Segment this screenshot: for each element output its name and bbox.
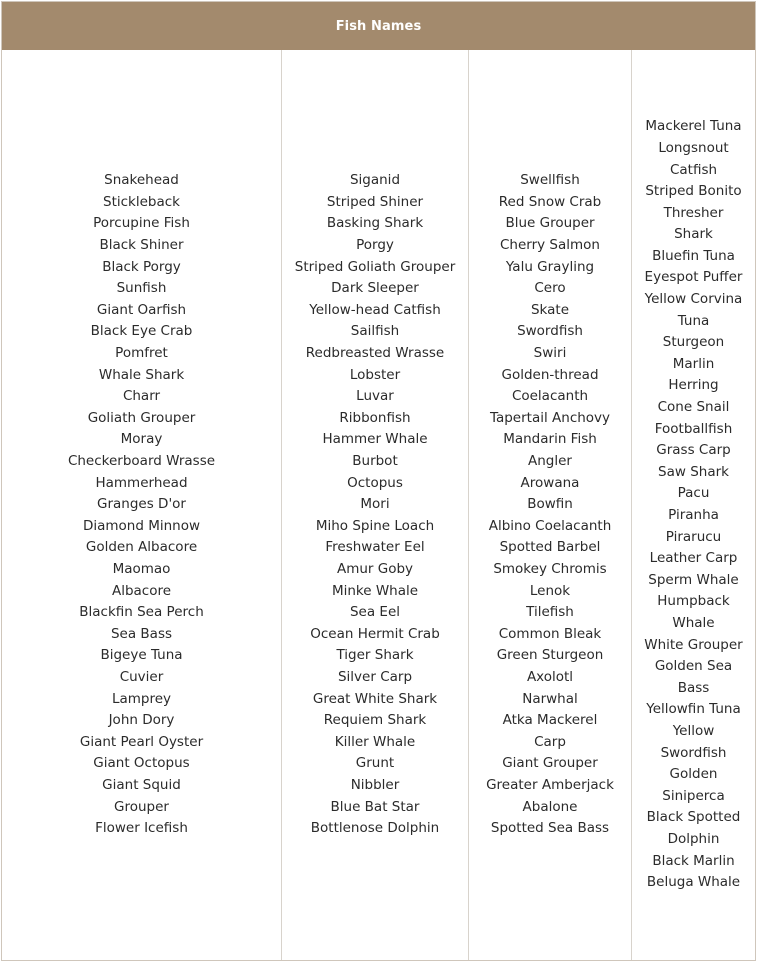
fish-name-item: Cuvier bbox=[119, 668, 164, 685]
fish-list-2 bbox=[295, 170, 456, 839]
fish-name-item: Sea Eel bbox=[349, 604, 401, 621]
fish-name-item: Luvar bbox=[356, 388, 394, 405]
fish-name-item: Bigeye Tuna bbox=[100, 647, 183, 664]
fish-name-item: Burbot bbox=[352, 453, 398, 470]
fish-name-item: Blue Bat Star bbox=[330, 798, 420, 815]
fish-name-item: Requiem Shark bbox=[323, 712, 427, 729]
fish-name-item: Golden Sea Bass bbox=[654, 658, 733, 696]
fish-name-item: Coelacanth bbox=[511, 388, 589, 405]
fish-name-item: Yellow Swordfish bbox=[660, 722, 727, 761]
table-header-title: Fish Names bbox=[335, 18, 422, 34]
fish-name-item: Cero bbox=[534, 280, 566, 297]
fish-name-item: Redbreasted Wrasse bbox=[305, 345, 445, 362]
fish-name-item: Herring bbox=[668, 377, 719, 394]
fish-name-item: Great White Shark bbox=[312, 690, 438, 707]
fish-name-item: Narwhal bbox=[522, 690, 578, 707]
fish-name-item: Sperm Whale bbox=[648, 571, 739, 588]
fish-name-item: Siganid bbox=[349, 172, 401, 189]
fish-name-item: Common Bleak bbox=[498, 625, 602, 642]
fish-name-item: Tiger Shark bbox=[336, 647, 414, 664]
fish-name-item: Porcupine Fish bbox=[93, 215, 190, 232]
fish-list-1 bbox=[68, 170, 215, 839]
fish-name-item: Piranha bbox=[668, 507, 719, 523]
fish-name-item: Hammer Whale bbox=[322, 431, 428, 448]
fish-name-item: Angler bbox=[528, 453, 572, 470]
fish-name-item: Black Porgy bbox=[102, 258, 181, 275]
fish-name-item: Yellowfin Tuna bbox=[646, 701, 741, 718]
fish-names-table bbox=[1, 1, 756, 961]
fish-name-item: Yalu Grayling bbox=[505, 258, 595, 275]
fish-name-item: Tuna bbox=[677, 312, 710, 329]
fish-name-item: Longsnout Catfish bbox=[658, 139, 729, 178]
fish-name-item: Giant Oarfish bbox=[96, 301, 187, 318]
fish-name-item: Pomfret bbox=[115, 345, 168, 362]
fish-name-item: Atka Mackerel bbox=[502, 712, 598, 729]
fish-name-item: Miho Spine Loach bbox=[315, 517, 435, 534]
fish-name-item: Black Eye Crab bbox=[90, 323, 193, 340]
fish-name-item: Bluefin Tuna bbox=[652, 247, 735, 264]
fish-name-item: Charr bbox=[122, 388, 161, 405]
fish-name-item: Eyespot Puffer bbox=[644, 269, 743, 286]
fish-name-item: Black Marlin bbox=[652, 852, 735, 869]
fish-name-item: White Grouper bbox=[644, 636, 743, 653]
fish-name-item: Golden Siniperca bbox=[662, 766, 725, 804]
fish-list-3 bbox=[486, 170, 614, 839]
fish-name-item: Golden Albacore bbox=[85, 539, 198, 556]
fish-name-item: Red Snow Crab bbox=[498, 193, 602, 210]
fish-name-item: Sailfish bbox=[350, 323, 400, 340]
fish-name-item: Sea Bass bbox=[110, 625, 173, 642]
fish-name-item: Mori bbox=[360, 496, 390, 513]
fish-name-item: Lenok bbox=[529, 582, 571, 599]
fish-name-item: Footballfish bbox=[654, 420, 733, 437]
fish-name-item: Marlin bbox=[672, 355, 715, 372]
fish-name-item: Mandarin Fish bbox=[503, 431, 597, 448]
fish-name-item: Grass Carp bbox=[656, 442, 731, 459]
fish-name-item: Hammerhead bbox=[95, 474, 188, 491]
fish-name-item: Swordfish bbox=[517, 323, 583, 340]
fish-name-item: Dark Sleeper bbox=[331, 280, 419, 297]
fish-name-item: Grouper bbox=[114, 798, 169, 815]
fish-name-item: Green Sturgeon bbox=[496, 647, 604, 664]
fish-name-item: Ribbonfish bbox=[339, 409, 411, 426]
fish-name-item: Giant Pearl Oyster bbox=[79, 733, 204, 750]
fish-name-item: Ocean Hermit Crab bbox=[310, 625, 440, 642]
fish-column-3 bbox=[469, 50, 632, 960]
fish-name-item: Diamond Minnow bbox=[82, 517, 201, 534]
fish-name-item: Beluga Whale bbox=[646, 874, 741, 891]
fish-name-item: Freshwater Eel bbox=[325, 539, 425, 556]
fish-name-item: Nibbler bbox=[350, 776, 400, 793]
fish-name-item: Porgy bbox=[356, 237, 394, 254]
fish-list-4 bbox=[644, 116, 744, 893]
fish-name-item: Greater Amberjack bbox=[486, 776, 614, 793]
fish-name-item: Silver Carp bbox=[337, 668, 413, 685]
fish-name-item: Giant Octopus bbox=[93, 755, 190, 772]
fish-name-item: Swellfish bbox=[520, 172, 580, 189]
fish-name-item: Saw Shark bbox=[658, 463, 729, 480]
fish-name-item: Striped Goliath Grouper bbox=[294, 258, 456, 275]
fish-name-item: Tilefish bbox=[526, 604, 574, 621]
fish-name-item: Swiri bbox=[533, 345, 567, 362]
fish-name-item: Moray bbox=[120, 431, 163, 448]
fish-name-item: Yellow Corvina bbox=[644, 291, 743, 308]
fish-name-item: Smokey Chromis bbox=[493, 560, 607, 577]
fish-name-item: Blue Grouper bbox=[505, 215, 595, 232]
fish-column-2 bbox=[282, 50, 469, 960]
fish-name-item: Sunfish bbox=[116, 280, 167, 297]
fish-name-item: Golden-thread bbox=[501, 366, 599, 383]
fish-name-item: Amur Goby bbox=[336, 560, 414, 577]
fish-name-item: Albino Coelacanth bbox=[488, 517, 612, 534]
fish-name-item: Striped Shiner bbox=[326, 193, 424, 210]
fish-name-item: Whale Shark bbox=[98, 366, 185, 383]
fish-name-item: Stickleback bbox=[103, 193, 180, 210]
fish-name-item: Tapertail Anchovy bbox=[489, 409, 611, 426]
fish-name-item: Lamprey bbox=[111, 690, 172, 707]
fish-name-item: Spotted Barbel bbox=[499, 539, 601, 556]
fish-name-item: Checkerboard Wrasse bbox=[67, 453, 216, 470]
fish-name-item: Pirarucu bbox=[665, 528, 722, 545]
fish-name-item: Bottlenose Dolphin bbox=[310, 820, 440, 837]
fish-name-item: Giant Grouper bbox=[502, 755, 598, 772]
fish-name-item: Albacore bbox=[111, 582, 172, 599]
fish-name-item: Mackerel Tuna bbox=[645, 118, 742, 135]
fish-name-item: Skate bbox=[530, 301, 570, 318]
fish-column-1 bbox=[2, 50, 282, 960]
fish-name-item: Spotted Sea Bass bbox=[490, 820, 610, 837]
fish-name-item: Sturgeon bbox=[662, 334, 725, 351]
fish-name-item: Cone Snail bbox=[657, 399, 730, 416]
fish-name-item: Black Shiner bbox=[99, 237, 184, 254]
fish-name-item: Arowana bbox=[520, 474, 580, 491]
fish-name-item: Striped Bonito bbox=[645, 183, 742, 200]
fish-name-item: Octopus bbox=[347, 474, 403, 491]
fish-name-item: Abalone bbox=[522, 798, 578, 815]
fish-name-item: Humpback Whale bbox=[657, 593, 730, 631]
fish-name-item: Cherry Salmon bbox=[500, 237, 600, 254]
fish-name-item: Goliath Grouper bbox=[87, 409, 196, 426]
table-header bbox=[2, 2, 755, 50]
fish-name-item: Granges D'or bbox=[97, 496, 186, 513]
fish-name-item: Axolotl bbox=[526, 668, 574, 685]
fish-name-item: Giant Squid bbox=[102, 776, 181, 793]
fish-name-item: Flower Icefish bbox=[95, 820, 188, 837]
fish-name-item: Yellow-head Catfish bbox=[309, 301, 441, 318]
fish-name-item: Bowfin bbox=[527, 496, 573, 513]
fish-name-item: Pacu bbox=[677, 485, 710, 502]
fish-name-item: Lobster bbox=[349, 366, 401, 383]
fish-name-item: Snakehead bbox=[104, 172, 179, 189]
fish-name-item: Carp bbox=[534, 733, 566, 750]
fish-column-4 bbox=[632, 50, 755, 960]
fish-name-item: Leather Carp bbox=[649, 550, 738, 567]
fish-name-item: Grunt bbox=[355, 755, 395, 772]
fish-name-item: John Dory bbox=[108, 712, 175, 729]
fish-name-item: Basking Shark bbox=[326, 215, 424, 232]
fish-name-item: Blackfin Sea Perch bbox=[79, 604, 204, 621]
fish-name-item: Maomao bbox=[112, 560, 171, 577]
fish-name-item: Black Spotted Dolphin bbox=[646, 809, 741, 847]
fish-name-item: Minke Whale bbox=[331, 582, 419, 599]
fish-name-item: Killer Whale bbox=[334, 733, 416, 750]
fish-name-item: Thresher Shark bbox=[663, 204, 724, 243]
